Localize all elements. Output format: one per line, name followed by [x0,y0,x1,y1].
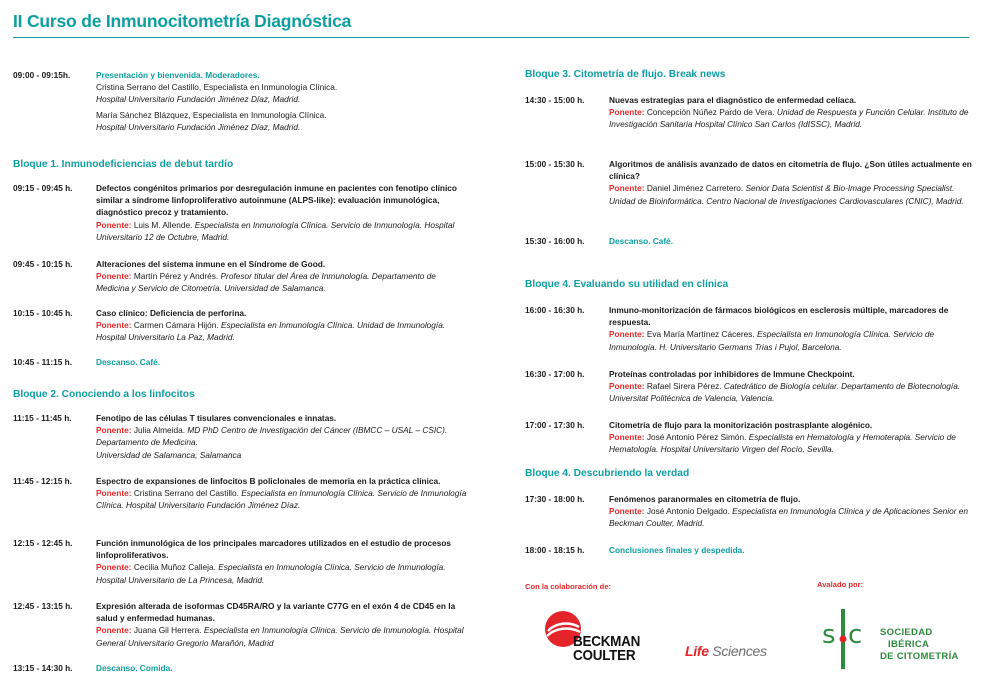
session-body [96,662,468,674]
speaker-name: Martín Pérez y Andrés. [133,271,219,282]
speaker-line [609,182,974,206]
logo-text: BECKMAN [573,633,641,650]
session-time: 14:30 - 15:00 h. [525,95,585,105]
logo-text: IBÉRICA [888,639,930,650]
speaker-line [609,505,974,529]
speaker-name: José Antonio Pérez Simón. [646,432,747,443]
speaker-line [96,561,468,585]
session-title: Caso clínico: Deficiencia de perforina. [96,308,247,318]
session-body [609,304,974,353]
speaker-line [96,219,468,243]
session-time: 18:00 - 18:15 h. [525,545,585,555]
logo-text: Sciences [708,643,767,659]
session-title: Inmuno-monitorización de fármacos biológicos en esclerosis múltiple, marcadores de respuesta. [609,305,949,328]
speaker-name: Eva María Martínez Cáceres. [646,329,755,340]
session-time: 17:30 - 18:00 h. [525,494,585,504]
speaker-label: Ponente: [609,381,645,392]
session-body [609,368,974,405]
speaker-label: Ponente: [609,329,645,340]
session-body [609,158,974,207]
session-body [609,544,974,556]
session-title: Nuevas estrategias para el diagnóstico de enfermedad celíaca. [609,95,857,105]
speaker-line [96,424,468,448]
session-title: Presentación y bienvenida. Moderadores. [96,70,260,80]
speaker-label: Ponente: [96,425,132,436]
speaker-name: Concepción Núñez Pardo de Vera. [646,107,775,118]
session-body [609,493,974,530]
speaker-line [96,319,468,343]
sic-wordmark [880,627,959,663]
speaker-affiliation: Especialista en Inmunología Clínica. Servicio de Inmunología. H. Universitario Germans Trias i Pujol, Barcelona. [609,329,935,352]
session-time: 16:00 - 16:30 h. [525,305,585,315]
page-title: II Curso de Inmunocitometría Diagnóstica [13,11,352,31]
session-title: Descanso. Café. [609,236,674,246]
speaker-name: José Antonio Delgado. [646,506,730,517]
beckman-coulter-wordmark [573,635,640,663]
session-title: Descanso. Comida. [96,663,173,673]
sic-emblem-icon [822,603,872,673]
speaker-affiliation: Especialista en Inmunología Clínica. Servicio de Inmunología Clínica. Hospital Universitario Fundación Jiménez Díaz. [96,488,467,511]
sociedad-iberica-citometria-logo [822,603,972,673]
logo-text: Life [685,643,709,659]
speaker-label: Ponente: [96,488,132,499]
session-body [96,258,468,295]
session-title: Fenómenos paranormales en citometría de flujo. [609,494,801,504]
speaker-label: Ponente: [96,219,132,230]
block-heading: Bloque 4. Descubriendo la verdad [525,468,690,479]
session-title: Expresión alterada de isoformas CD45RA/RO y la variante C77G en el exón 4 de CD45 en la salud y enfermedad humanas. [96,601,456,624]
speaker-line [96,270,468,294]
session-title: Algoritmos de análisis avanzado de datos en citometría de flujo. ¿Son útiles actualmente en clínica? [609,159,972,182]
speaker-name: Cecilia Muñoz Calleja. [133,562,216,573]
session-title: Citometría de flujo para la monitorización postrasplante alogénico. [609,420,873,430]
speaker-name: Juana Gil Herrera. [133,625,202,636]
speaker-affiliation: Especialista en Hematología y Hemoterapia. Servicio de Hematología. Hospital Universitario Virgen del Rocío, Sevilla. [609,432,956,455]
session-body [96,412,468,461]
session-body [96,537,468,586]
session-body [609,419,974,456]
session-time: 09:15 - 09:45 h. [13,183,73,193]
session-body [96,69,468,133]
svg-text:c: c [848,620,863,650]
logo-text: DE CITOMETRÍA [880,651,959,662]
moderator-affiliation: Hospital Universitario Fundación Jiménez Díaz, Madrid. [96,94,301,105]
session-time: 10:15 - 10:45 h. [13,308,73,318]
session-body [96,475,468,512]
moderator-affiliation: Hospital Universitario Fundación Jiménez Díaz, Madrid. [96,121,301,132]
logo-text: COULTER [573,647,636,664]
session-time: 09:00 - 09:15h. [13,70,71,80]
block-heading: Bloque 4. Evaluando su utilidad en clínica [525,279,729,290]
session-title: Defectos congénitos primarios por desregulación inmune en pacientes con fenotipo clínico similar a síndrome linfoproliferativo autoinmune (ALPS-like): evaluación inmunológica, diagnóstico precoz y tratamiento. [96,183,457,218]
beckman-coulter-logo [545,611,665,669]
speaker-name: Rafael Sirera Pérez. [646,381,722,392]
speaker-label: Ponente: [96,562,132,573]
speaker-name: Julia Almeida. [133,425,186,436]
session-time: 10:45 - 11:15 h. [13,357,73,367]
speaker-affiliation: Especialista en Inmunología Clínica. Servicio de Inmunología. Hospital Universitario de La Princesa, Madrid. [96,562,446,585]
session-title: Descanso. Café. [96,357,161,367]
speaker-affiliation: Especialista en Inmunología Clínica. Servicio de Inmunología. Hospital General Universitario Gregorio Marañón, Madrid [96,625,464,648]
speaker-line [609,380,974,404]
session-time: 17:00 - 17:30 h. [525,420,585,430]
block-heading: Bloque 1. Inmunodeficiencias de debut tardío [13,159,234,170]
speaker-name: Daniel Jiménez Carretero. [646,183,744,194]
speaker-affiliation: Senior Data Scientist & Bio-Image Processing Specialist. Unidad de Bioinformática. Centro Nacional de Investigaciones Cardiovasculares (CNIC), Madrid. [609,183,964,206]
speaker-name: Carmen Cámara Hijón. [133,320,219,331]
session-body [609,94,974,131]
session-time: 15:30 - 16:00 h. [525,236,585,246]
session-title: Fenotipo de las células T tisulares convencionales e innatas. [96,413,337,423]
session-title: Proteínas controladas por inhibidores de Immune Checkpoint. [609,369,855,379]
speaker-affiliation: Especialista en Inmunología Clínica. Servicio de Inmunología. Hospital Universitario 12 de Octubre, Madrid. [96,219,455,242]
speaker-label: Ponente: [96,320,132,331]
session-title: Función inmunológica de los principales marcadores utilizados en el estudio de procesos linfoproliferativos. [96,538,451,561]
session-body [96,600,468,649]
moderator-name: Cristina Serrano del Castillo, Especialista en Inmunología Clínica. [96,82,338,93]
speaker-label: Ponente: [96,625,132,636]
session-time: 16:30 - 17:00 h. [525,369,585,379]
speaker-affiliation: Profesor titular del Área de Inmunología. Departamento de Medicina y Servicio de Citometría. Universidad de Salamanca. [96,271,436,294]
session-body [96,182,468,243]
speaker-affiliation: Unidad de Respuesta y Función Celular. Instituto de Investigación Sanitaria Hospital Clínico San Carlos (IdISSC), Madrid. [609,107,969,130]
session-time: 11:45 - 12:15 h. [13,476,73,486]
speaker-name: Luis M. Allende. [133,219,193,230]
speaker-line [96,487,468,511]
svg-text:s: s [822,620,836,650]
title-divider [13,37,969,38]
speaker-affiliation: Catedrático de Biología celular. Departamento de Biotecnología. Universitat Politécnica de Valencia, Valencia. [609,381,961,404]
session-title: Conclusiones finales y despedida. [609,545,745,555]
speaker-line [609,106,974,130]
speaker-affiliation: MD PhD Centro de Investigación del Cáncer (IBMCC – USAL – CSIC). Departamento de Medicina. [96,425,448,448]
speaker-line [96,624,468,648]
block-heading: Bloque 2. Conociendo a los linfocitos [13,389,195,400]
block-heading: Bloque 3. Citometría de flujo. Break news [525,69,726,80]
logo-text: SOCIEDAD [880,627,933,638]
speaker-affiliation: Universidad de Salamanca, Salamanca [96,449,242,460]
speaker-line [609,431,974,455]
moderator-name: María Sánchez Blázquez, Especialista en Inmunología Clínica. [96,109,327,120]
collaboration-label: Con la colaboración de: [525,582,612,591]
session-time: 11:15 - 11:45 h. [13,413,72,423]
session-title: Espectro de expansiones de linfocitos B policlonales de memoria en la práctica clínica. [96,476,441,486]
speaker-affiliation: Especialista en Inmunología Clínica. Unidad de Inmunología. Hospital Universitario La Paz, Madrid. [96,320,446,343]
speaker-name: Cristina Serrano del Castillo. [133,488,239,499]
speaker-label: Ponente: [609,506,645,517]
speaker-label: Ponente: [609,432,645,443]
session-title: Alteraciones del sistema inmune en el Síndrome de Good. [96,259,326,269]
session-body [96,307,468,344]
speaker-label: Ponente: [96,271,132,282]
session-time: 15:00 - 15:30 h. [525,159,585,169]
session-time: 12:15 - 12:45 h. [13,538,73,548]
session-time: 13:15 - 14:30 h. [13,663,73,673]
speaker-affiliation: Especialista en Inmunología Clínica y de Aplicaciones Senior en Beckman Coulter, Madrid. [609,506,968,529]
endorsed-by-label: Avalado por: [817,580,864,589]
session-time: 12:45 - 13:15 h. [13,601,73,611]
session-time: 09:45 - 10:15 h. [13,259,73,269]
speaker-label: Ponente: [609,183,645,194]
session-body [96,356,468,368]
speaker-label: Ponente: [609,107,645,118]
speaker-line [609,328,974,352]
life-sciences-logo [685,643,767,659]
session-body [609,235,974,247]
